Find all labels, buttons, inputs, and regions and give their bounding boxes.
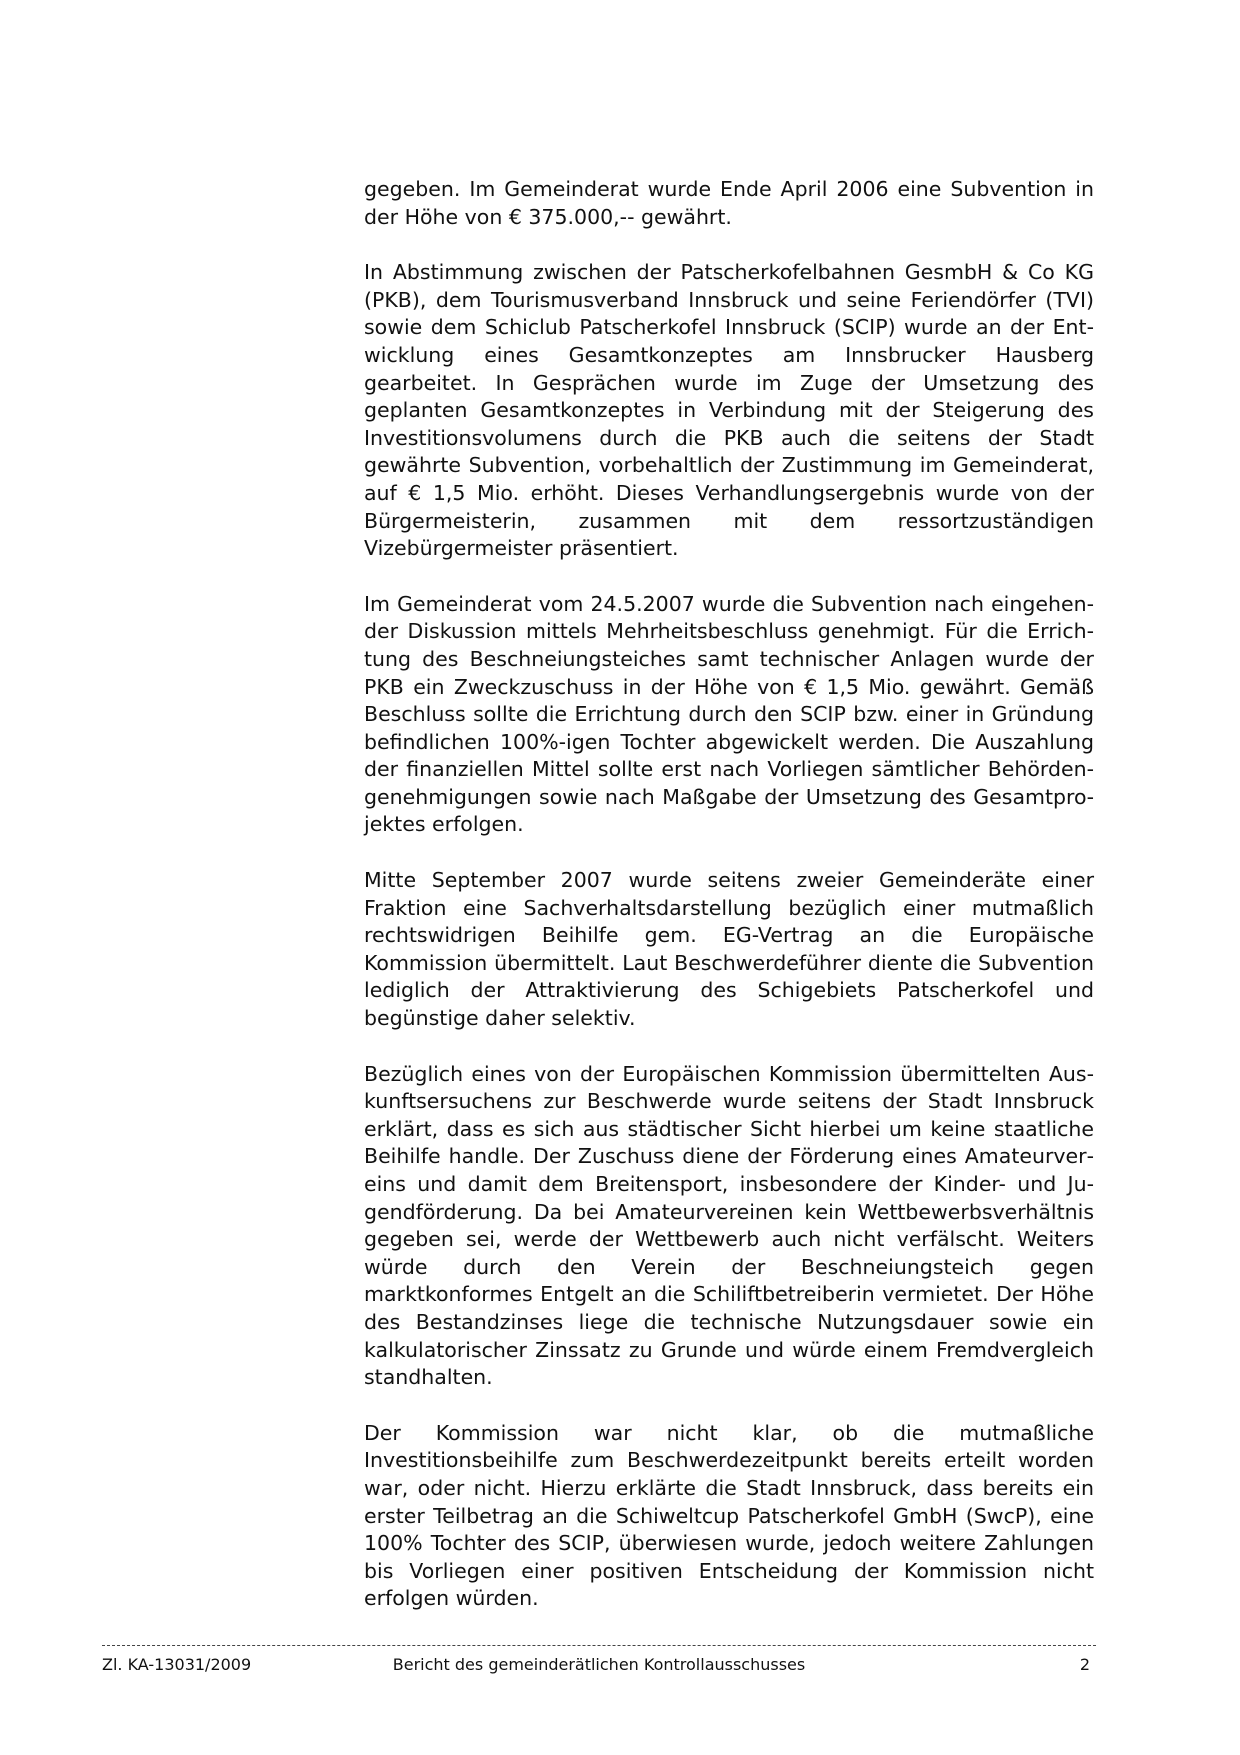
paragraph: gegeben. Im Gemeinderat wurde Ende April 2006 eine Subvention in der Höhe von € 375.000,-- gewährt.: [364, 177, 1094, 229]
page-footer: [102, 1654, 1096, 1678]
paragraph: In Abstimmung zwischen der Patscherkofelbahnen GesmbH & Co KG (PKB), dem Tourismusverband Innsbruck und seine Feriendörfer (TVI) sowie dem Schiclub Patscherkofel Innsbruck (SCIP) wurde an der Entwicklung eines Gesamtkonzeptes am Innsbrucker Hausberg gearbeitet. In Gesprächen wurde im Zuge der Umsetzung des geplanten Gesamtkonzeptes in Verbindung mit der Steigerung des Investitionsvolumens durch die PKB auch die seitens der Stadt gewährte Subvention, vorbehaltlich der Zustimmung im Gemeinderat, auf € 1,5 Mio. erhöht. Dieses Verhandlungsergebnis wurde von der Bürgermeisterin, zusammen mit dem ressortzuständigen Vizebürgermeister präsentiert.: [364, 260, 1094, 561]
footer-report-title: Bericht des gemeinderätlichen Kontrollausschusses: [392, 1655, 806, 1674]
paragraph: Bezüglich eines von der Europäischen Kommission übermittelten Auskunftsersuchens zur Beschwerde wurde seitens der Stadt Innsbruck erklärt, dass es sich aus städtischer Sicht hierbei um keine staatliche Beihilfe handle. Der Zuschuss diene der Förderung eines Amateurvereins und damit dem Breitensport, insbesondere der Kinder- und Jugendförderung. Da bei Amateurvereinen kein Wettbewerbsverhältnis gegeben sei, werde der Wettbewerb auch nicht verfälscht. Weiters würde durch den Verein der Beschneiungsteich gegen marktkonformes Entgelt an die Schiliftbetreiberin vermietet. Der Höhe des Bestandzinses liege die technische Nutzungsdauer sowie ein kalkulatorischer Zinssatz zu Grunde und würde einem Fremdvergleich standhalten.: [364, 1061, 1094, 1390]
paragraph: Mitte September 2007 wurde seitens zweier Gemeinderäte einer Fraktion eine Sachverhaltsdarstellung bezüglich einer mutmaßlich rechtswidrigen Beihilfe gem. EG-Vertrag an die Europäische Kommission übermittelt. Laut Beschwerdeführer diente die Subvention lediglich der Attraktivierung des Schigebiets Patscherkofel und begünstige daher selektiv.: [364, 868, 1094, 1031]
document-body: [364, 176, 1094, 1641]
footer-page-number: 2: [1079, 1655, 1090, 1674]
paragraph: Im Gemeinderat vom 24.5.2007 wurde die Subvention nach eingehender Diskussion mittels Mehrheitsbeschluss genehmigt. Für die Errichtung des Beschneiungsteiches samt technischer Anlagen wurde der PKB ein Zweckzuschuss in der Höhe von € 1,5 Mio. gewährt. Gemäß Beschluss sollte die Errichtung durch den SCIP bzw. einer in Gründung befindlichen 100%-igen Tochter abgewickelt werden. Die Auszahlung der finanziellen Mittel sollte erst nach Vorliegen sämtlicher Behördengenehmigungen sowie nach Maßgabe der Umsetzung des Gesamtprojektes erfolgen.: [364, 591, 1094, 837]
footer-reference-number: Zl. KA-13031/2009: [102, 1655, 252, 1674]
footer-divider: [102, 1645, 1096, 1646]
paragraph: Der Kommission war nicht klar, ob die mutmaßliche Investitionsbeihilfe zum Beschwerdezeitpunkt bereits erteilt worden war, oder nicht. Hierzu erklärte die Stadt Innsbruck, dass bereits ein erster Teilbetrag an die Schiweltcup Patscherkofel GmbH (SwcP), eine 100% Tochter des SCIP, überwiesen wurde, jedoch weitere Zahlungen bis Vorliegen einer positiven Entscheidung der Kommission nicht erfolgen würden.: [364, 1420, 1094, 1611]
